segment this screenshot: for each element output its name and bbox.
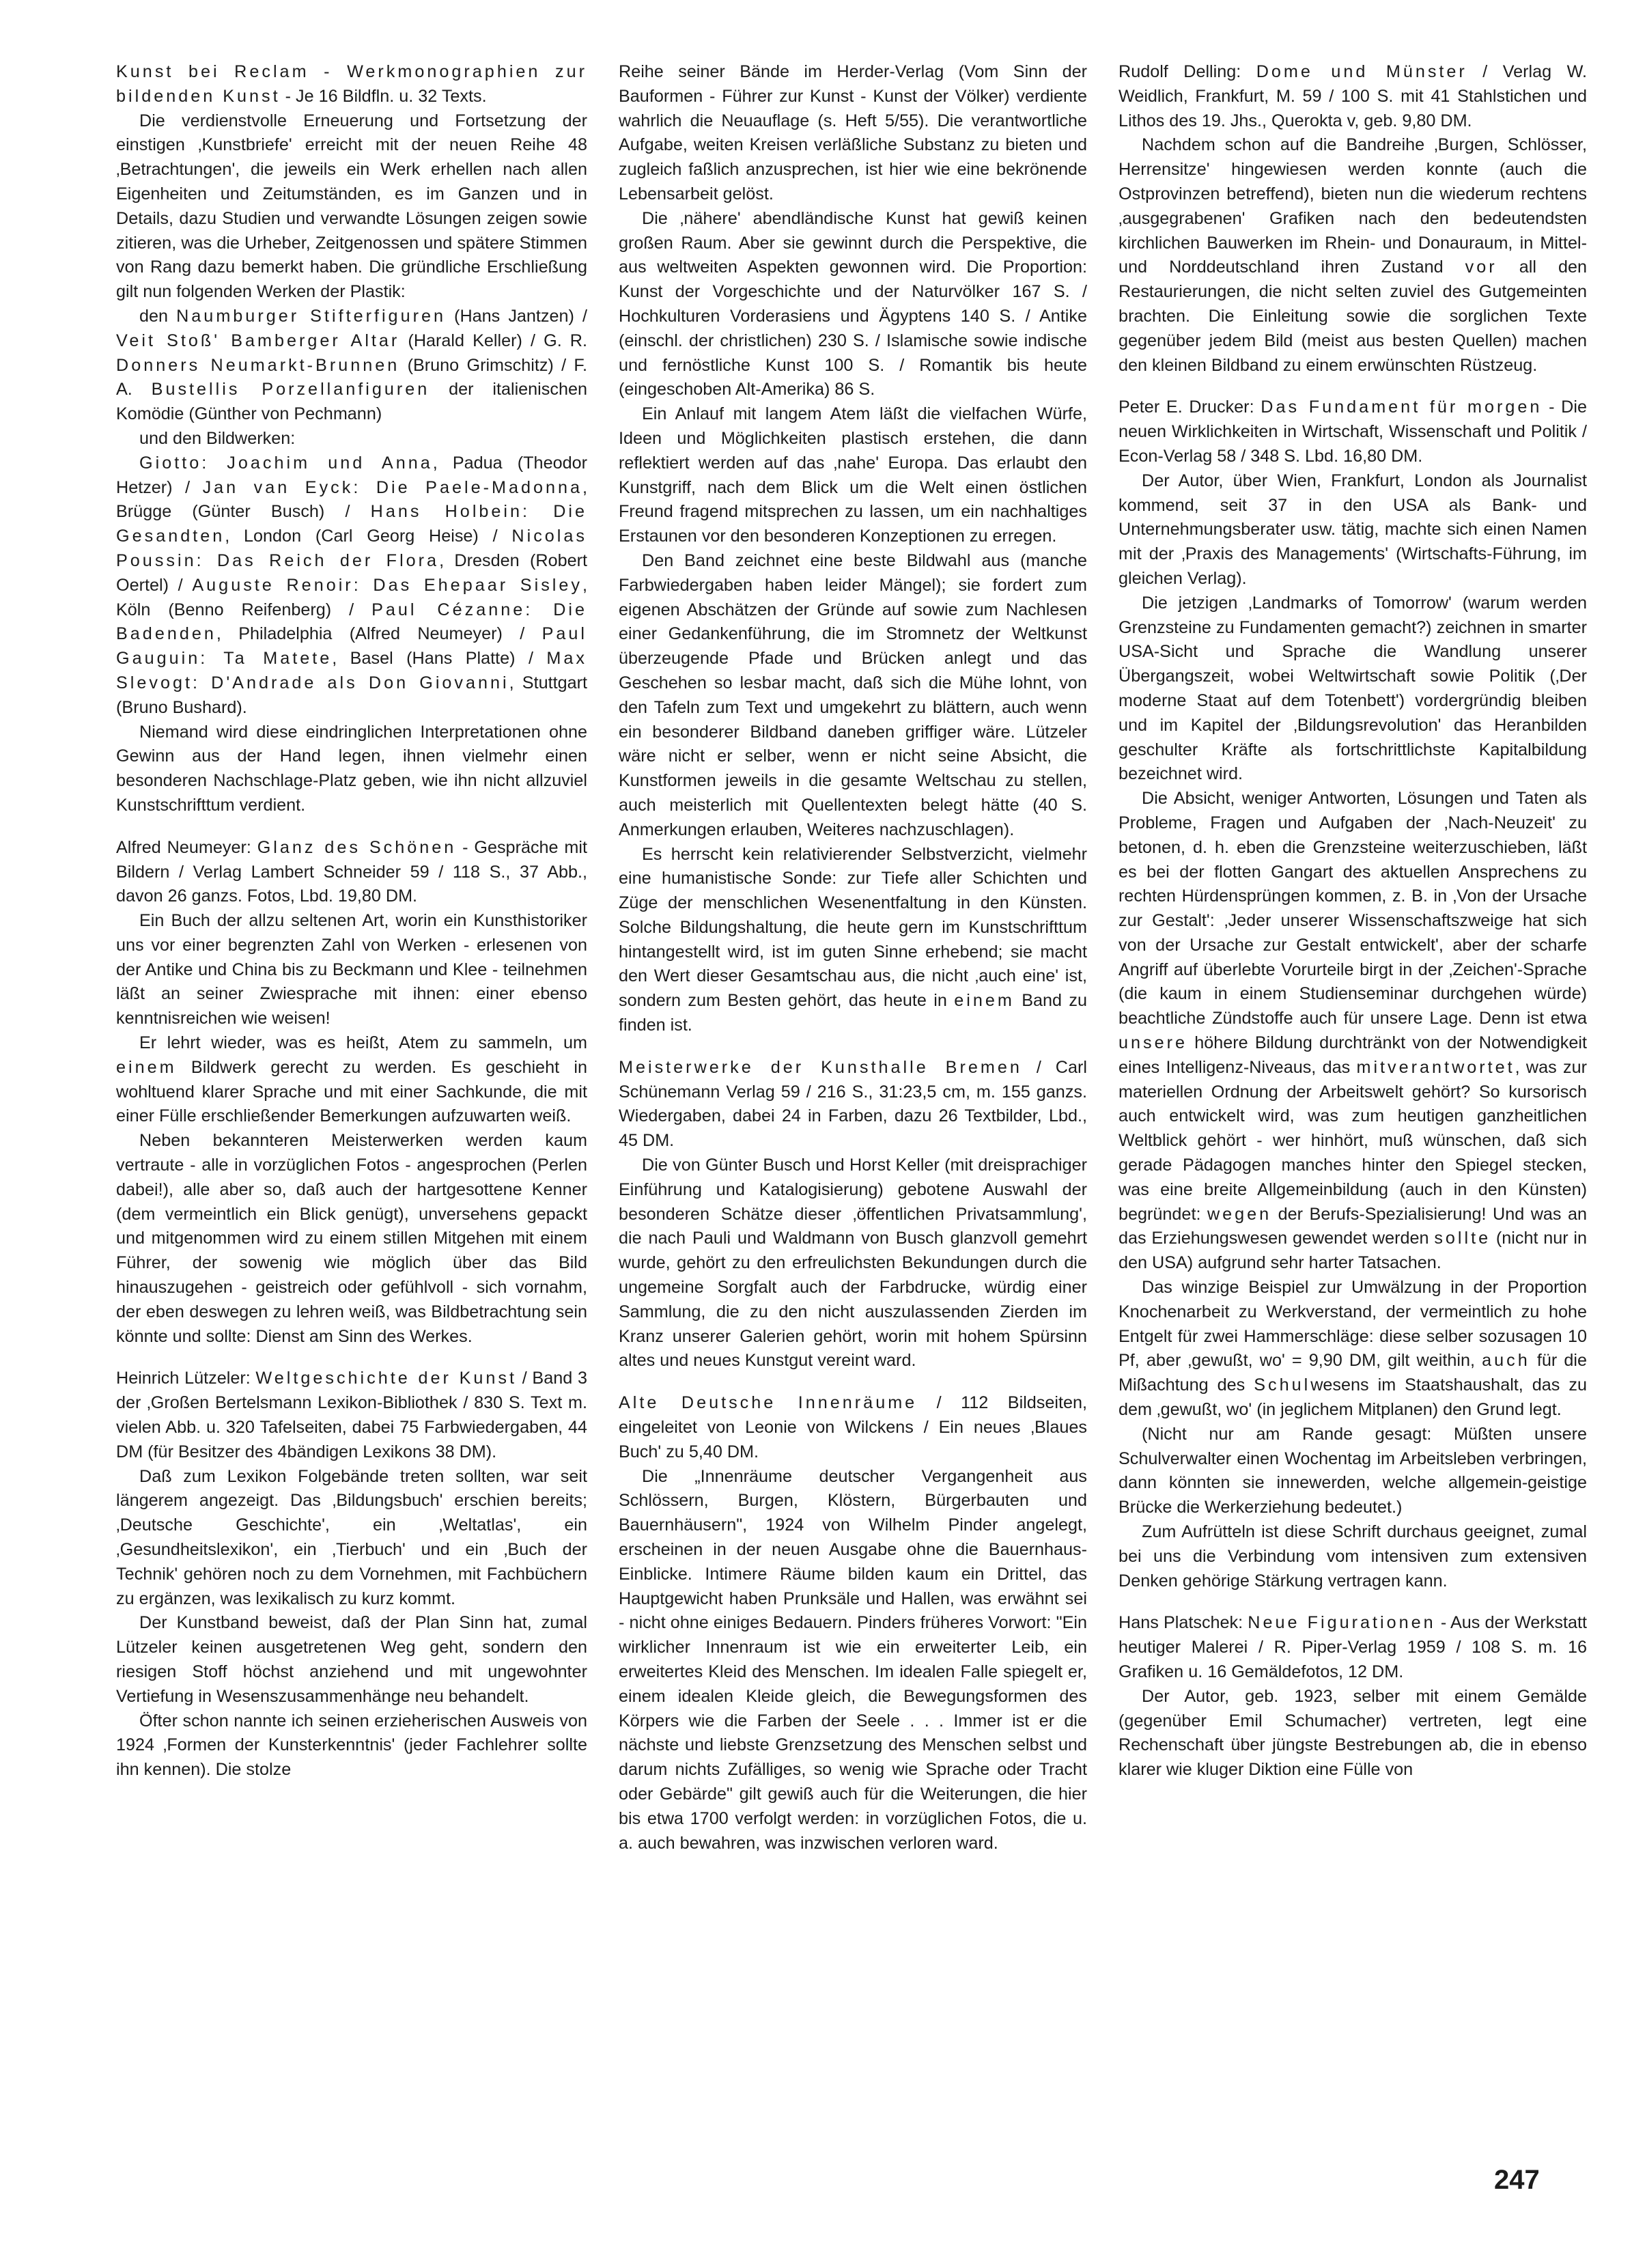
paragraph <box>116 720 587 818</box>
text-run: Niemand wird diese eindringlichen Interpretationen ohne Gewinn aus der Hand legen, ihnen vielmehr einen besonderen Nachschlage-Platz geben, wie ihn nicht allzuviel Kunstschrifttum verdient. <box>116 722 587 815</box>
text-run: der italienischen Komödie (Günther von Pechmann) <box>116 380 587 424</box>
text-run: Der Kunstband beweist, daß der Plan Sinn hat, zumal Lützeler keinen ausgetretenen Weg geht, sondern den riesigen Stoff höchst anziehend und mit ungewohnter Vertiefung in Wesenszusammenhänge neu behandelt. <box>116 1613 587 1706</box>
paragraph <box>116 1611 587 1709</box>
paragraph <box>1119 1611 1587 1684</box>
spaced-title: Neue Figurationen <box>1248 1613 1436 1633</box>
text-run: / Band 3 der ‚Großen Bertelsmann Lexikon-Bibliothek / 830 S. Text m. vielen Abb. u. 320 Tafelseiten, dabei 75 Farbwiedergaben, 44 DM (für Besitzer des 4bändigen Lexikons 38 DM). <box>116 1369 587 1461</box>
spaced-title: Hans Holbein: Die Gesandten <box>116 502 587 546</box>
text-run: der Berufs-Spezialisierung! Und was an das Erziehungswesen gewendet werden <box>1119 1204 1587 1248</box>
paragraph <box>619 1465 1087 1856</box>
text-run: , London (Carl Georg Heise) / <box>225 527 512 546</box>
spaced-title: Donners Neumarkt-Brunnen <box>116 355 400 375</box>
spaced-title: auch <box>1482 1351 1530 1371</box>
text-run: Die verdienstvolle Erneuerung und Fortsetzung der einstigen ‚Kunstbriefe' erreicht mit der neuen Reihe 48 ‚Betrachtungen', die jeweils ein Werk erhellen nach allen Eigenheiten und Zeitumständen, es im Ganzen und in Details, dazu Studien und verwandte Lösungen zeigen sowie zitieren, was die Urheber, Zeitgenossen und spätere Stimmen von Rang dazu bemerkt haben. Die gründliche Erschließung gilt nun folgenden Werken der Plastik: <box>116 111 587 302</box>
spaced-title: unsere <box>1119 1033 1188 1053</box>
text-run: - Gespräche mit Bildern / Verlag Lambert Schneider 59 / 118 S., 37 Abb., davon 26 ganzs. Fotos, Lbd. 19,80 DM. <box>116 837 587 906</box>
spaced-title: Weltgeschichte der Kunst <box>255 1369 517 1388</box>
paragraph <box>1119 469 1587 591</box>
text-run: Die jetzigen ‚Landmarks of Tomorrow' (warum werden Grenzsteine zu Fundamenten gemacht?) zeichnen in smarter USA-Sicht und Sprache die Wandlung unserer Übergangszeit, wobei Weltwirtschaft sowie Politik (‚Der moderne Staat auf dem Totenbett') vordergründig bleiben und im Kapitel der ‚Bildungsrevolution' das Heranbilden geschulter Kräfte als fortschrittlichste Kapitalbildung bezeichnet wird. <box>1119 593 1587 784</box>
spaced-title: Jan van Eyck: Die Paele-Madonna <box>202 477 582 497</box>
spaced-title: Paul Cézanne: Die Badenden <box>116 600 587 644</box>
text-run: Zum Aufrütteln ist diese Schrift durchaus geeignet, zumal bei uns die Verbindung vom intensiven zum extensiven Denken gehörige Stärkung vertragen kann. <box>1119 1522 1587 1591</box>
paragraph <box>116 1129 587 1349</box>
paragraph <box>1119 1520 1587 1593</box>
text-run: , Stuttgart (Bruno Bushard). <box>116 673 587 717</box>
text-run: Der Autor, geb. 1923, selber mit einem Gemälde (gegenüber Emil Schumacher) vertreten, legt eine Rechenschaft über jüngste Bestrebungen ab, die in ebenso klarer wie kluger Diktion eine Fülle von <box>1119 1686 1587 1780</box>
text-run: Reihe seiner Bände im Herder-Verlag (Vom Sinn der Bauformen - Führer zur Kunst - Kunst der Völker) verdiente wahrlich die Neuauflage (s. Heft 5/55). Die verantwortliche Aufgabe, weiten Kreisen verläßliche Substanz zu bieten und zugleich faßlich anzusprechen, ist hier wie eine bekrönende Lebensarbeit gelöst. <box>619 62 1087 204</box>
paragraph <box>619 1391 1087 1464</box>
spaced-title: Kunst bei Reclam - Werkmonographien zur bildenden Kunst <box>116 62 587 106</box>
text-run: Die von Günter Busch und Horst Keller (mit dreisprachiger Einführung und Katalogisierung) gebotene Auswahl der besonderen Schätze dieser ‚öffentlichen Privatsammlung', die nach Pauli und Waldmann von Busch glanzvoll gemehrt wurde, gehört zu den erfreulichsten Bekundungen durch die ungemeine Sorgfalt auch der Farbdrucke, würdig einer Sammlung, die zu den nicht auszulassenden Zierden im Kranz unserer Galerien gehört, worin mit hohem Spürsinn altes und neues Kunstgut vereint ward. <box>619 1156 1087 1371</box>
text-run: , Köln (Benno Reifenberg) / <box>116 575 587 619</box>
spaced-title: vor <box>1465 257 1497 277</box>
paragraph <box>116 909 587 1031</box>
paragraph <box>619 549 1087 843</box>
text-run: (Hans Jantzen) / <box>445 306 587 326</box>
text-run: / Carl Schünemann Verlag 59 / 216 S., 31:23,5 cm, m. 155 ganzs. Wiedergaben, dabei 24 in Farben, dazu 26 Textbilder, Lbd., 45 DM. <box>619 1057 1087 1151</box>
paragraph <box>619 60 1087 207</box>
paragraph <box>116 109 587 305</box>
text-run: - Die neuen Wirklichkeiten in Wirtschaft, Wissenschaft und Politik / Econ-Verlag 58 / 348 S. Lbd. 16,80 DM. <box>1119 397 1587 466</box>
paragraph <box>116 1709 587 1782</box>
text-run: Die ‚nähere' abendländische Kunst hat gewiß keinen großen Raum. Aber sie gewinnt durch die Perspektive, die aus weltweiten Aspekten gewonnen wird. Die Proportion: Kunst der Vorgeschichte und der Naturvölker 167 S. / Hochkulturen Vorderasiens und Ägyptens 140 S. / Antike (einschl. der christlichen) 230 S. / Islamische sowie indische und fernöstliche Kunst 100 S. / Romantik bis heute (eingeschoben Alt-Amerika) 86 S. <box>619 208 1087 400</box>
text-run: Die „Innenräume deutscher Vergangenheit aus Schlössern, Burgen, Klöstern, Bürgerbauten und Bauernhäusern", 1924 von Wilhelm Pinder angelegt, erscheinen in der neuen Ausgabe ohne die Bauernhaus-Einblicke. Intimere Räume bilden kaum ein Drittel, das Hauptgewicht haben Prunksäle und Hallen, was erwähnt sei - nicht ohne einiges Bedauern. Pinders früheres Vorwort: "Ein wirklicher Innenraum ist wie ein erweiterter Leib, ein erweitertes Kleid des Menschen. Im idealen Falle spiegelt er, einem idealen Kleide gleich, die Bewegungsformen des Körpers wie die Farben der Seele . . . Immer ist er die nächste und liebste Grenzsetzung des Menschen selbst und darum nichts Zufälliges, so wenig wie Sprache oder Tracht oder Gebärde" gilt gewiß auch für die Weiterungen, die hier bis etwa 1700 verfolgt werden: in vorzüglichen Fotos, die u. a. auch bewahren, was inzwischen verloren ward. <box>619 1466 1087 1853</box>
spaced-title: Meisterwerke der Kunsthalle Bremen <box>619 1057 1022 1077</box>
paragraph <box>1119 395 1587 468</box>
spaced-title: Naumburger Stifterfiguren <box>176 306 446 326</box>
text-run: Ein Anlauf mit langem Atem läßt die vielfachen Würfe, Ideen und Möglichkeiten plastisch erstehen, die dann reflektiert werden auf das ‚nahe' Europa. Das erlaubt den Kunstgriff, nach dem Blick um die Welt einen östlichen Freund fragend mitsprechen zu lassen, um ein nachhaltiges Erstaunen vor den besonderen Konzeptionen zu erregen. <box>619 404 1087 546</box>
text-run: Öfter schon nannte ich seinen erzieherischen Ausweis von 1924 ‚Formen der Kunsterkenntnis' (jeder Fachlehrer sollte ihn kennen). Die stolze <box>116 1711 587 1780</box>
text-run: den <box>139 306 177 326</box>
text-run: , was zur materiellen Ordnung der Arbeitswelt gehört? So kursorisch auch entwickelt wird, was zum heutigen ganzheitlichen Weltblick gehört - wer hinhört, muß wünschen, daß sich gerade Pädagogen manches hinter den Spiegel stecken, was eine breite Allgemeinbildung (auch in den Künsten) begründet: <box>1119 1057 1587 1224</box>
paragraph <box>116 1367 587 1464</box>
spaced-title: Max Slevogt: D'Andrade als Don Giovanni <box>116 649 587 692</box>
paragraph <box>1119 787 1587 1276</box>
text-run: Hans Platschek: <box>1119 1613 1248 1633</box>
spaced-title: Schul <box>1254 1375 1311 1395</box>
text-run: Es herrscht kein relativierender Selbstverzicht, vielmehr eine humanistische Sonde: zur Tiefe aller Schichten und Züge der menschlichen Wesenentfaltung in den Künsten. Solche Bildungshaltung, die heute gern im Kunstschrifttum hintangestellt wird, ist im guten Sinne erhebend; sie macht den Wert dieser Gesamtschau aus, die nicht ‚auch eine' ist, sondern zum Besten gehört, das heute in <box>619 844 1087 1011</box>
paragraph <box>1119 60 1587 133</box>
spaced-title: Paul Gauguin: Ta Matete <box>116 624 587 669</box>
spaced-title: Giotto: Joachim und Anna <box>139 453 433 473</box>
paragraph <box>116 60 587 109</box>
paragraph <box>619 1056 1087 1153</box>
paragraph <box>1119 1685 1587 1782</box>
spaced-title: Nicolas Poussin: Das Reich der Flora <box>116 527 587 570</box>
paragraph <box>1119 1276 1587 1423</box>
text-run: Heinrich Lützeler: <box>116 1369 256 1388</box>
text-run: höhere Bildung durchtränkt von der Notwendigkeit eines Intelligenz-Niveaus, das <box>1119 1033 1587 1077</box>
paragraph <box>116 836 587 909</box>
paragraph <box>619 843 1087 1038</box>
text-run: all den Restaurierungen, die nicht selten zuviel des Gutgemeinten brachten. Die Einleitung sowie die sorglichen Texte gegenüber jedem Bild (meist aus besten Quellen) machen den kleinen Bildband zu einem erwünschten Rüstzeug. <box>1119 257 1587 375</box>
paragraph <box>1119 1423 1587 1520</box>
paragraph <box>619 1153 1087 1373</box>
text-run: Alfred Neumeyer: <box>116 837 257 857</box>
text-run: Peter E. Drucker: <box>1119 397 1261 417</box>
spaced-title: Glanz des Schönen <box>257 837 457 857</box>
text-run: und den Bildwerken: <box>139 428 296 448</box>
text-run: - Aus der Werkstatt heutiger Malerei / R. Piper-Verlag 1959 / 108 S. m. 16 Grafiken u. 16 Gemäldefotos, 12 DM. <box>1119 1613 1587 1681</box>
spaced-title: Das Fundament für morgen <box>1261 397 1543 417</box>
text-run: Ein Buch der allzu seltenen Art, worin ein Kunsthistoriker uns vor einer begrenzten Zahl von Werken - erlesenen von der Antike und China bis zu Beckmann und Klee - teilnehmen läßt an seiner Zwiesprache mit ihnen: einer ebenso kenntnisreichen wie weisen! <box>116 911 587 1028</box>
paragraph <box>116 427 587 451</box>
paragraph <box>1119 591 1587 787</box>
text-run: (nicht nur in den USA) aufgrund sehr harter Tatsachen. <box>1119 1229 1587 1273</box>
paragraph <box>116 1031 587 1129</box>
text-run: , Padua (Theodor Hetzer) / <box>116 453 587 497</box>
spaced-title: einem <box>116 1057 177 1077</box>
spaced-title: wegen <box>1207 1204 1272 1224</box>
paragraph <box>619 402 1087 549</box>
text-run: Den Band zeichnet eine beste Bildwahl aus (manche Farbwiedergaben haben leider Mängel); sie fordert zum eigenen Abschätzen der Gründe auf sowie zum Nachlesen einer Gedankenführung, die im Stromnetz der Weltkunst überzeugende Pfade und Brücken anlegt und das Geschehen so lesbar macht, daß sich die Mühe lohnt, von den Tafeln zum Text und umgekehrt zu blättern, auch wenn ein besonderer Bildband daneben griffiger wäre. Lützeler wäre nicht er selber, wenn er nicht seine Absicht, die Kunstformen jeweils in die gesamte Weltschau zu stellen, auch meisterlich mit Quellentexten belegt hätte (40 S. Anmerkungen erlauben, Weiteres nachzuschlagen). <box>619 550 1087 839</box>
spaced-title: Veit Stoß' Bamberger Altar <box>116 331 400 350</box>
text-run: , Philadelphia (Alfred Neumeyer) / <box>216 624 542 644</box>
paragraph <box>619 207 1087 402</box>
spaced-title: Bustellis Porzellanfiguren <box>151 380 430 400</box>
text-run: , Brügge (Günter Busch) / <box>116 477 587 522</box>
text-run: Bildwerk gerecht zu werden. Es geschieht in wohltuend klarer Sprache und mit einer Sachkunde, die mit einer Fülle erschließender Bemerkungen aufzuwarten weiß. <box>116 1057 587 1126</box>
column-right <box>1119 60 1587 2198</box>
paragraph <box>1119 133 1587 378</box>
text-run: Die Absicht, weniger Antworten, Lösungen und Taten als Probleme, Fragen und Aufgaben der ‚Nach-Neuzeit' zu betonen, d. h. eben die Grenzsteine weiterzuschieben, läßt es bei der flotten Gangart des aktuellen Ansprechens zu rechten Hürdensprüngen kommen, z. B. in ‚Von der Ursache zur Gestalt': ‚Jeder unserer Wissenschaftszweige hat sich von der Ursache zur Gestalt entwickelt', aber der scharfe Angriff auf überlebte Vorurteile birgt in der ‚Zeichen'-Sprache (die kaum in einem Studienseminar durchgehen würde) beachtliche Zündstoffe auch für unsere Lage. Denn ist etwa <box>1119 789 1587 1028</box>
text-run: , Basel (Hans Platte) / <box>332 649 547 669</box>
text-run: für die Mißachtung des <box>1119 1351 1587 1395</box>
text-run: , Dresden (Robert Oertel) / <box>116 550 587 595</box>
text-run: - Je 16 Bildfln. u. 32 Texts. <box>280 86 487 106</box>
text-run: (Bruno Grimschitz) / F. A. <box>116 355 587 400</box>
spaced-title: mitverantwortet <box>1356 1057 1515 1077</box>
paragraph <box>116 451 587 720</box>
text-run: Das winzige Beispiel zur Umwälzung in der Proportion Knochenarbeit zu Werkverstand, der vermeintlich zu hohe Entgelt für zwei Hammerschläge: diese selber sozusagen 10 Pf, aber ‚gewußt, wo' = 9,90 DM, gilt weithin, <box>1119 1278 1587 1371</box>
text-run: Neben bekannteren Meisterwerken werden kaum vertraute - alle in vorzüglichen Fotos - angesprochen (Perlen dabei!), alle aber so, daß auch der hartgesottene Kenner (dem vermeintlich ein Blick genügt), unversehens gepackt und mitgenommen wird zu einem stillen Mitgehen mit einem Führer, der sowenig wie möglich über das Bild hinauszugehen - geistreich oder gefühlvoll - sich vornahm, der eben deswegen zu lehren weiß, was Bildbetrachtung sein könnte und sollte: Dienst am Sinn des Werkes. <box>116 1131 587 1346</box>
spaced-title: sollte <box>1434 1229 1491 1248</box>
spaced-title: Alte Deutsche Innenräume <box>619 1393 918 1413</box>
text-run: Band zu finden ist. <box>619 991 1087 1035</box>
spaced-title: einem <box>954 991 1015 1011</box>
text-run: / 112 Bildseiten, eingeleitet von Leonie von Wilckens / Ein neues ‚Blaues Buch' zu 5,40 DM. <box>619 1393 1087 1461</box>
spaced-title: Dome und Münster <box>1256 62 1467 81</box>
text-run: Der Autor, über Wien, Frankfurt, London als Journalist kommend, seit 37 in den USA als Bank- und Unternehmungsberater usw. tätig, machte sich einen Namen mit der ‚Praxis des Managements' (Wirtschafts-Führung, im gleichen Verlag). <box>1119 471 1587 588</box>
text-run: (Nicht nur am Rande gesagt: Müßten unsere Schulverwalter einen Wochentag im Arbeitsleben verbringen, dann könnten sie innewerden, welche allgemein-geistige Brücke die Werkerziehung bedeutet.) <box>1119 1424 1587 1517</box>
text-run: wesens im Staatshaushalt, das zu dem ‚gewußt, wo' (in jeglichem Mitplanen) den Grund legt. <box>1119 1375 1587 1420</box>
paragraph <box>116 305 587 427</box>
column-middle <box>619 60 1087 2198</box>
column-left <box>116 60 587 2198</box>
paragraph <box>116 1465 587 1612</box>
text-run: (Harald Keller) / G. R. <box>399 331 587 350</box>
text-run: Er lehrt wieder, was es heißt, Atem zu sammeln, um <box>139 1033 587 1053</box>
text-run: Rudolf Delling: <box>1119 62 1256 81</box>
text-run: / Verlag W. Weidlich, Frankfurt, M. 59 / 100 S. mit 41 Stahlstichen und Lithos des 19. Jhs., Querokta v, geb. 9,80 DM. <box>1119 62 1587 130</box>
spaced-title: Auguste Renoir: Das Ehepaar Sisley <box>192 575 582 595</box>
text-run: Nachdem schon auf die Bandreihe ‚Burgen, Schlösser, Herrensitze' hingewiesen werden konnte (auch die Ostprovinzen betreffend), bieten nun die wiederum rechtens ‚ausgegrabenen' Grafiken nach den bedeutendsten kirchlichen Bauwerken im Rhein- und Donauraum, in Mittel- und Norddeutschland ihren Zustand <box>1119 135 1587 277</box>
text-run: Daß zum Lexikon Folgebände treten sollten, war seit längerem angezeigt. Das ‚Bildungsbuch' erschien bereits; ‚Deutsche Geschichte', ein ‚Weltatlas', ein ‚Gesundheitslexikon', ein ‚Tierbuch' und ein ‚Buch der Technik' gehören noch zu dem Vornehmen, mit Fachbüchern zu ergänzen, was lexikalisch zu kurz kommt. <box>116 1466 587 1608</box>
page-number: 247 <box>1494 2165 1540 2195</box>
